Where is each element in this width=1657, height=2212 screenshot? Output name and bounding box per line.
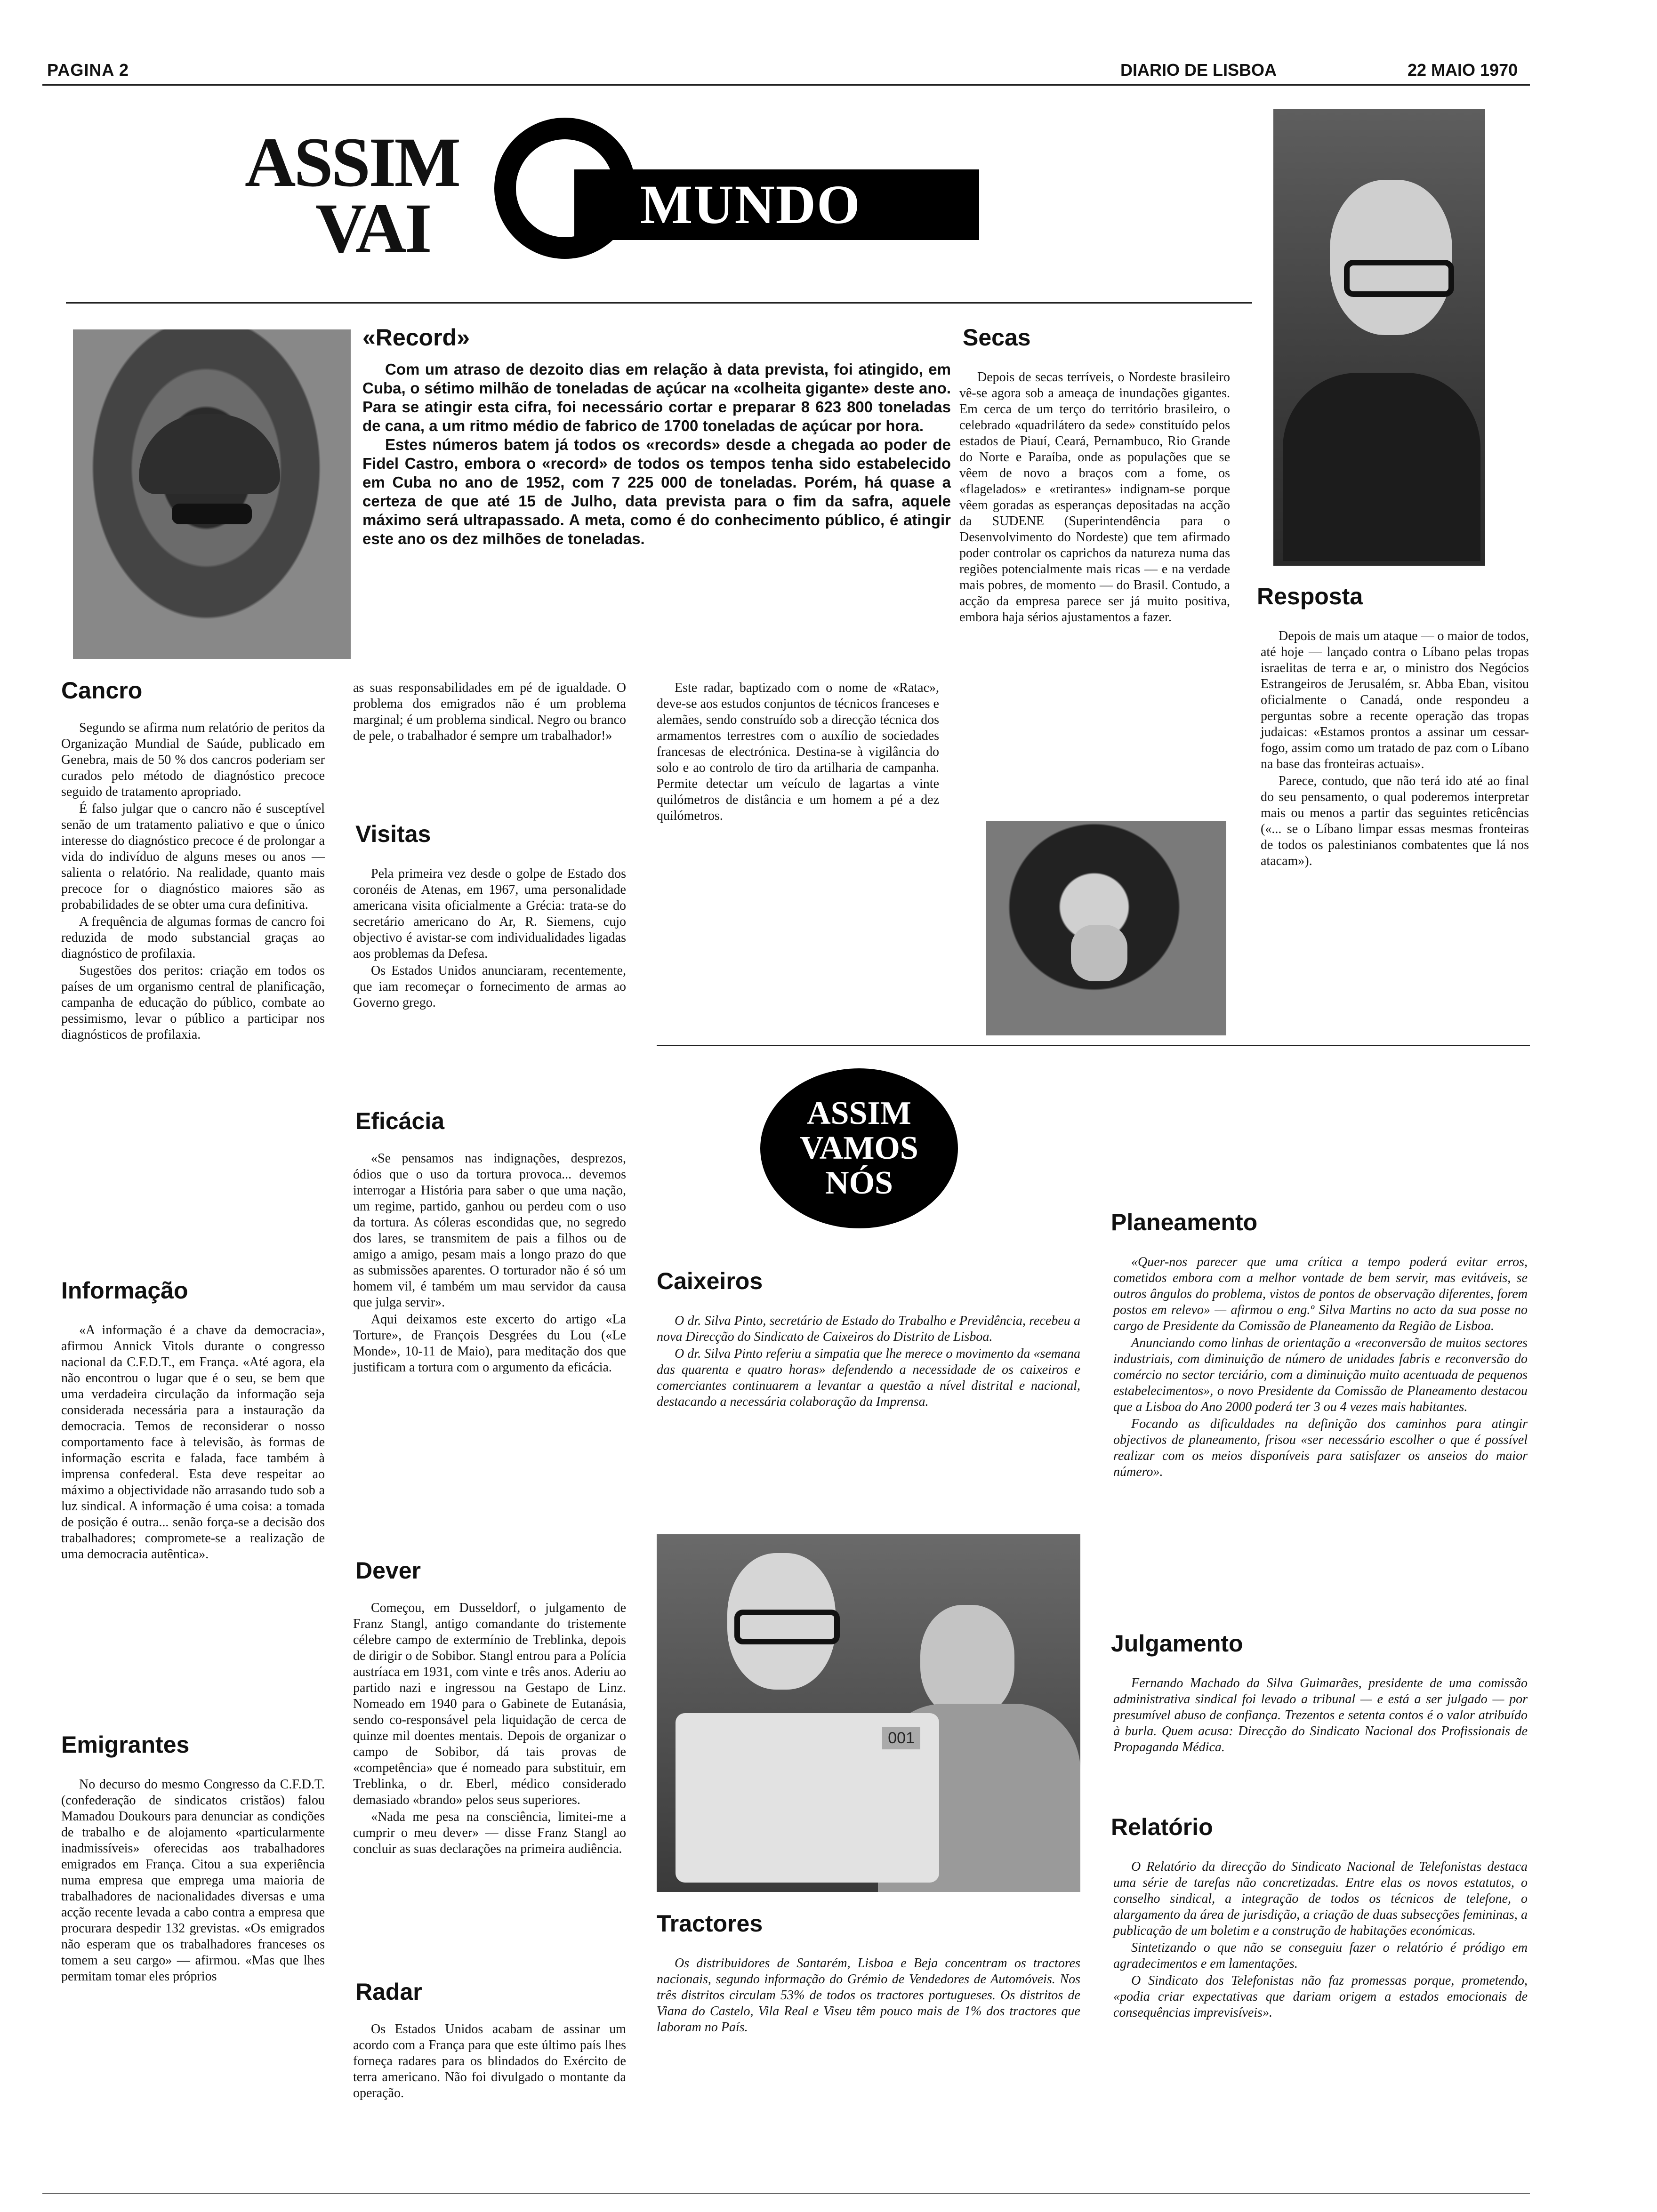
badge-line-assim: ASSIM	[807, 1095, 911, 1131]
cancro-paragraph-3: A frequência de algumas formas de cancro foi reduzida de modo substancial graças ao diagnóstico de profilaxia.	[61, 914, 325, 961]
radar-paragraph-2: Este radar, baptizado com o nome de «Ratac», deve-se aos estudos conjuntos de técnicos franceses e alemães, sendo construído sob a direcção técnica dos armamentos terrestres com o auxílio de sociedades francesas de electrónica. Destina-se à vigilância do solo e ao controlo de tiro da artilharia de campanha. Permite detectar um veículo de lagartas a vinte quilómetros de distância e um homem a pé a dez quilómetros.	[657, 681, 939, 823]
assim-vamos-nos-badge	[760, 1068, 958, 1228]
article-visitas	[353, 866, 626, 1012]
article-dever	[353, 1600, 626, 1858]
record-paragraph-1: Com um atraso de dezoito dias em relação à data prevista, foi atingido, em Cuba, o sétimo milhão de toneladas de açúcar na «colheita gigante» deste ano. Para se atingir esta cifra, foi necessário cortar e preparar 8 623 800 toneladas de cana, a um ritmo médio de fabrico de 1700 toneladas de açúcar por hora.	[362, 361, 951, 434]
cancro-paragraph-1: Segundo se afirma num relatório de peritos da Organização Mundial de Saúde, publicado em Genebra, mais de 50 % dos cancros poderiam ser curados pelo método de diagnóstico precoce seguido de tratamento apropriado.	[61, 721, 325, 799]
portrait-glasses	[1344, 260, 1454, 297]
resposta-paragraph-2: Parece, contudo, que não terá ido até ao final do seu pensamento, o qual poderemos interpretar mais ou menos a partir das seguintes reticências («... se o Líbano limpar essas mesmas fronteiras de todos os palestinianos combatentes que lá nos atacam»).	[1261, 774, 1529, 868]
article-informacao	[61, 1322, 325, 1563]
article-radar	[353, 2021, 626, 2102]
planeamento-paragraph-1: «Quer-nos parecer que uma crítica a tempo poderá evitar erros, cometidos embora com a melhor vontade de bem servir, mas evitáveis, se outros ângulos do problema, vistos de pontos de observação diferentes, forem postos em relevo» — afirmou o eng.º Silva Martins no acto da sua posse no cargo de Presidente da Comissão de Planeamento da Região de Lisboa.	[1113, 1255, 1528, 1333]
dever-paragraph-1: Começou, em Dusseldorf, o julgamento de Franz Stangl, antigo comandante do tristemente célebre campo de extermínio de Treblinka, depois de dirigir o de Sobibor. Stangl entrou para a Polícia austríaca em 1931, com vinte e três anos. Aderiu ao partido nazi e ingressou na Gestapo de Linz. Nomeado em 1940 para o Gabinete de Eutanásia, sendo co-responsável pela liquidação de cerca de quinze mil doentes mentais. Depois de organizar o campo de Sobibor, dá tais provas de «competência» que é nomeado para substituir, em Treblinka, o dr. Eberl, médico considerado demasiado «brando» pelos seus superiores.	[353, 1601, 626, 1807]
header-rule	[42, 84, 1530, 86]
headline-cancro: Cancro	[61, 677, 143, 704]
article-caixeiros	[657, 1313, 1080, 1411]
bottom-rule	[42, 2193, 1530, 2194]
masthead-word-vai: VAI	[315, 189, 430, 267]
portrait-photo-resposta	[1273, 109, 1485, 566]
article-secas	[959, 369, 1230, 626]
woman-hand	[1071, 925, 1127, 981]
secas-paragraph-1: Depois de secas terríveis, o Nordeste brasileiro vê-se agora sob a ameaça de inundações gigantes. Em cerca de um terço do território brasileiro, o celebrado «quadrilátero da sede» constituído pelos estados de Piauí, Ceará, Pernambuco, Rio Grande do Norte e Paraíba, onde as populações que se vêem de novo a braços com a fome, os «flagelados» e «retirantes» indignam-se porque vêem goradas as esperanças depositadas na acção da SUDENE (Superintendência para o Desenvolvimento do Nordeste) que tem afirmado poder controlar os caprichos da natureza numa das regiões potencialmente mais ricas — e na verdade mais pobres, de momento — do Brasil. Contudo, a acção da empresa parece ser já muito positiva, embora haja sérios ajustamentos a fazer.	[959, 370, 1230, 625]
article-emigrantes	[61, 1777, 325, 1986]
emigrantes-paragraph-1: No decurso do mesmo Congresso da C.F.D.T. (confederação de sindicatos cristãos) falou Mamadou Doukours para denunciar as condições de trabalho e de alojamento «particularmente inadmissíveis» oferecidas aos trabalhadores emigrados em França. Citou a sua experiência numa empresa que emprega uma maioria de trabalhadores de nacionalidades diversas e uma acção recente levada a cabo contra a empresa que procurara despedir 132 grevistas. «Os emigrados não esperam que os trabalhadores franceses os tomem a seu cargo» — afirmou. «Mas que lhes permitam tomar eles próprios	[61, 1777, 325, 1984]
tractor-photo	[657, 1534, 1080, 1892]
counter-display: 001	[882, 1727, 920, 1749]
headline-emigrantes: Emigrantes	[61, 1731, 190, 1758]
article-resposta	[1261, 628, 1529, 870]
record-paragraph-2: Estes números batem já todos os «records» desde a chegada ao poder de Fidel Castro, embora o «record» de todos os tempos tenha sido estabelecido em Cuba no ano de 1952, com 7 225 000 de toneladas. Porém, há quase a certeza de que até 15 de Julho, data prevista para o fim da safra, aquele máximo será ultrapassado. A meta, como é do conhecimento público, é atingir este ano os dez milhões de toneladas.	[362, 436, 951, 547]
informacao-paragraph-1: «A informação é a chave da democracia», afirmou Annick Vitols durante o congresso nacional da C.F.D.T., em França. «Até agora, ela não encontrou o lugar que é o seu, se bem que uma verdadeira circulação da informação seja considerada necessária para a instauração da democracia. Temos de reconsiderar o nosso comportamento face à televisão, às formas de informação escrita e falada, face também à imprensa confederal. Esta deve respeitar ao máximo a objectividade não arrasando tudo sob a luz sindical. A informação é uma coisa: a tomada de posição é outra... senão força-se a decisão dos trabalhadores; compromete-se a realização de uma democracia autêntica».	[61, 1323, 325, 1562]
headline-informacao: Informação	[61, 1277, 188, 1304]
julgamento-paragraph-1: Fernando Machado da Silva Guimarães, presidente de uma comissão administrativa sindical foi levado a tribunal — e está a ser julgado — por presumível abuso de confiança. Trezentos e setenta contos é o valor atribuído à burla. Quem acusa: Direcção do Sindicato Nacional dos Profissionais de Propaganda Médica.	[1113, 1676, 1528, 1755]
eficacia-paragraph-1: «Se pensamos nas indignações, desprezos, ódios que o uso da tortura provoca... devemos interrogar a História para saber o que uma nação, um regime, partido, ganhou ou perdeu com o uso da tortura. As cóleras escondidas que, no segredo dos lares, se transmitem de pais a filhos ou de amigo a amigo, pesam mais a longo prazo do que as submissões aparentes. O torturador não é só um homem vil, é também um mau servidor da causa que julga servir».	[353, 1151, 626, 1310]
soldier-helmet	[139, 414, 280, 494]
headline-dever: Dever	[355, 1557, 421, 1584]
eficacia-paragraph-2: Aqui deixamos este excerto do artigo «La Torture», de François Desgrées du Lou («Le Monde», 10-11 de Maio), para meditação dos que justificam a tortura com o argumento da eficácia.	[353, 1312, 626, 1375]
caixeiros-paragraph-2: O dr. Silva Pinto referiu a simpatia que lhe merece o movimento da «semana das quarenta e quatro horas» defendendo a necessidade de os caixeiros e comerciantes continuarem a levantar a questão a nível distrital e nacional, destacando a necessária colaboração da Imprensa.	[657, 1346, 1080, 1409]
badge-line-vamos: VAMOS	[800, 1130, 918, 1166]
relatorio-paragraph-2: Sintetizando o que não se conseguiu fazer o relatório é pródigo em agradecimentos e em lamentações.	[1113, 1940, 1528, 1971]
headline-eficacia: Eficácia	[355, 1108, 445, 1134]
headline-resposta: Resposta	[1257, 583, 1363, 609]
tractores-paragraph-1: Os distribuidores de Santarém, Lisboa e Beja concentram os tractores nacionais, segundo informação do Grémio de Vendedores de Automóveis. Nos três distritos circulam 53% de todos os tractores portugueses. Os distritos de Viana do Castelo, Vila Real e Viseu têm pouco mais de 1% dos tractores que laboram no País.	[657, 1956, 1080, 2035]
cancro-paragraph-2: É falso julgar que o cancro não é susceptível senão de um tratamento paliativo e que o único interesse do diagnóstico precoce é de prolongar a vida do indivíduo de alguns meses ou anos — salienta o relatório. Na realidade, quanto mais precoce for o diagnóstico maiores são as probabilidades de se obter uma cura definitiva.	[61, 801, 325, 912]
planeamento-paragraph-2: Anunciando como linhas de orientação a «reconversão de muitos sectores industriais, com diminuição de número de unidades fabris e reconversão do comércio no sector terciário, com a diminuição muito acentuada de pequenos estabelecimentos», o novo Presidente da Comissão de Planeamento destacou que a Lisboa do Ano 2000 poderá ter 3 ou 4 vezes mais habitantes.	[1113, 1336, 1528, 1414]
radar-paragraph-1: Os Estados Unidos acabam de assinar um acordo com a França para que este último país lhes forneça radares para os blindados do Exército de terra americano. Não foi divulgado o montante da operação.	[353, 2022, 626, 2100]
counter-machine	[676, 1713, 939, 1883]
soldier-glasses	[172, 504, 252, 524]
man-glasses	[734, 1610, 840, 1644]
article-emigrantes-continued	[353, 680, 626, 745]
relatorio-paragraph-3: O Sindicato dos Telefonistas não faz promessas porque, prometendo, «podia criar expectativas que dariam origem a estados emocionais de consequências imprevisíveis».	[1113, 1973, 1528, 2020]
badge-line-nos: NÓS	[825, 1165, 893, 1201]
cancro-paragraph-4: Sugestões dos peritos: criação em todos os países de um organismo central de planificação, campanha de educação do público, combate ao pessimismo, levar o público a participar nos diagnósticos de profilaxia.	[61, 963, 325, 1042]
headline-secas: Secas	[963, 324, 1031, 351]
section-rule-nos	[657, 1045, 1530, 1046]
headline-visitas: Visitas	[355, 821, 431, 847]
page-number: PAGINA 2	[47, 60, 129, 80]
issue-date: 22 MAIO 1970	[1408, 60, 1518, 80]
soldier-photo	[73, 329, 351, 659]
masthead-rule	[66, 302, 1252, 304]
visitas-paragraph-1: Pela primeira vez desde o golpe de Estado dos coronéis de Atenas, em 1967, uma personalidade americana visita oficialmente a Grécia: trata-se do secretário americano do Ar, R. Siemens, cujo objectivo é avistar-se com individualidades ligadas aos problemas da Defesa.	[353, 866, 626, 961]
article-radar-continued	[657, 680, 939, 825]
woman-photo-secas	[986, 821, 1226, 1035]
headline-relatorio: Relatório	[1111, 1814, 1213, 1840]
headline-record: «Record»	[362, 324, 470, 351]
article-record	[362, 360, 951, 548]
resposta-paragraph-1: Depois de mais um ataque — o maior de todos, até hoje — lançado contra o Líbano pelas tropas israelitas de terra e ar, o ministro dos Negócios Estrangeiros de Jerusalém, sr. Abba Eban, visitou oficialmente o Canadá, onde respondeu a perguntas sobre a recente operação das tropas judaicas: «Estamos prontos a assinar um cessar-fogo, assim como um tratado de paz com o Líbano na base das fronteiras actuais».	[1261, 629, 1529, 771]
planeamento-paragraph-3: Focando as dificuldades na definição dos caminhos para atingir objectivos de planeamento, frisou «ser necessário escolher o que é possível realizar com os meios disponíveis para satisfazer os anseios do maior número».	[1113, 1417, 1528, 1479]
article-tractores	[657, 1956, 1080, 2036]
article-relatorio	[1113, 1859, 1528, 2022]
visitas-paragraph-2: Os Estados Unidos anunciaram, recentemente, que iam recomeçar o fornecimento de armas ao Governo grego.	[353, 963, 626, 1010]
woman-head	[920, 1605, 1014, 1718]
dever-paragraph-2: «Nada me pesa na consciência, limitei-me a cumprir o meu dever» — disse Franz Stangl ao concluir as suas declarações na primeira audiência.	[353, 1810, 626, 1856]
newspaper-name: DIARIO DE LISBOA	[1120, 60, 1277, 80]
emigrantes-paragraph-2: as suas responsabilidades em pé de igualdade. O problema dos emigrados não é um problema marginal; é um problema sindical. Negro ou branco de pele, o trabalhador é sempre um trabalhador!»	[353, 681, 626, 743]
headline-tractores: Tractores	[657, 1910, 763, 1937]
headline-planeamento: Planeamento	[1111, 1209, 1258, 1235]
article-cancro	[61, 720, 325, 1044]
relatorio-paragraph-1: O Relatório da direcção do Sindicato Nacional de Telefonistas destaca uma série de tarefas não concretizadas. Entre elas os novos estatutos, o conselho sindical, a integração de todos os técnicos de telefone, o alargamento da área de jurisdição, a criação de duas subsecções femininas, a publicação de um boletim e a construção de habitações económicas.	[1113, 1859, 1528, 1938]
caixeiros-paragraph-1: O dr. Silva Pinto, secretário de Estado do Trabalho e Previdência, recebeu a nova Direcção do Sindicato de Caixeiros do Distrito de Lisboa.	[657, 1314, 1080, 1344]
article-planeamento	[1113, 1254, 1528, 1481]
headline-caixeiros: Caixeiros	[657, 1268, 763, 1294]
masthead-mundo-bar	[574, 169, 979, 240]
masthead-word-assim: ASSIM	[245, 123, 459, 201]
headline-radar: Radar	[355, 1979, 422, 2005]
article-julgamento	[1113, 1675, 1528, 1756]
masthead-assim-vai-mundo	[245, 118, 979, 278]
portrait-head	[1330, 180, 1452, 335]
masthead-word-mundo: MUNDO	[640, 174, 861, 235]
article-eficacia	[353, 1151, 626, 1377]
portrait-body	[1283, 373, 1480, 561]
headline-julgamento: Julgamento	[1111, 1630, 1243, 1657]
